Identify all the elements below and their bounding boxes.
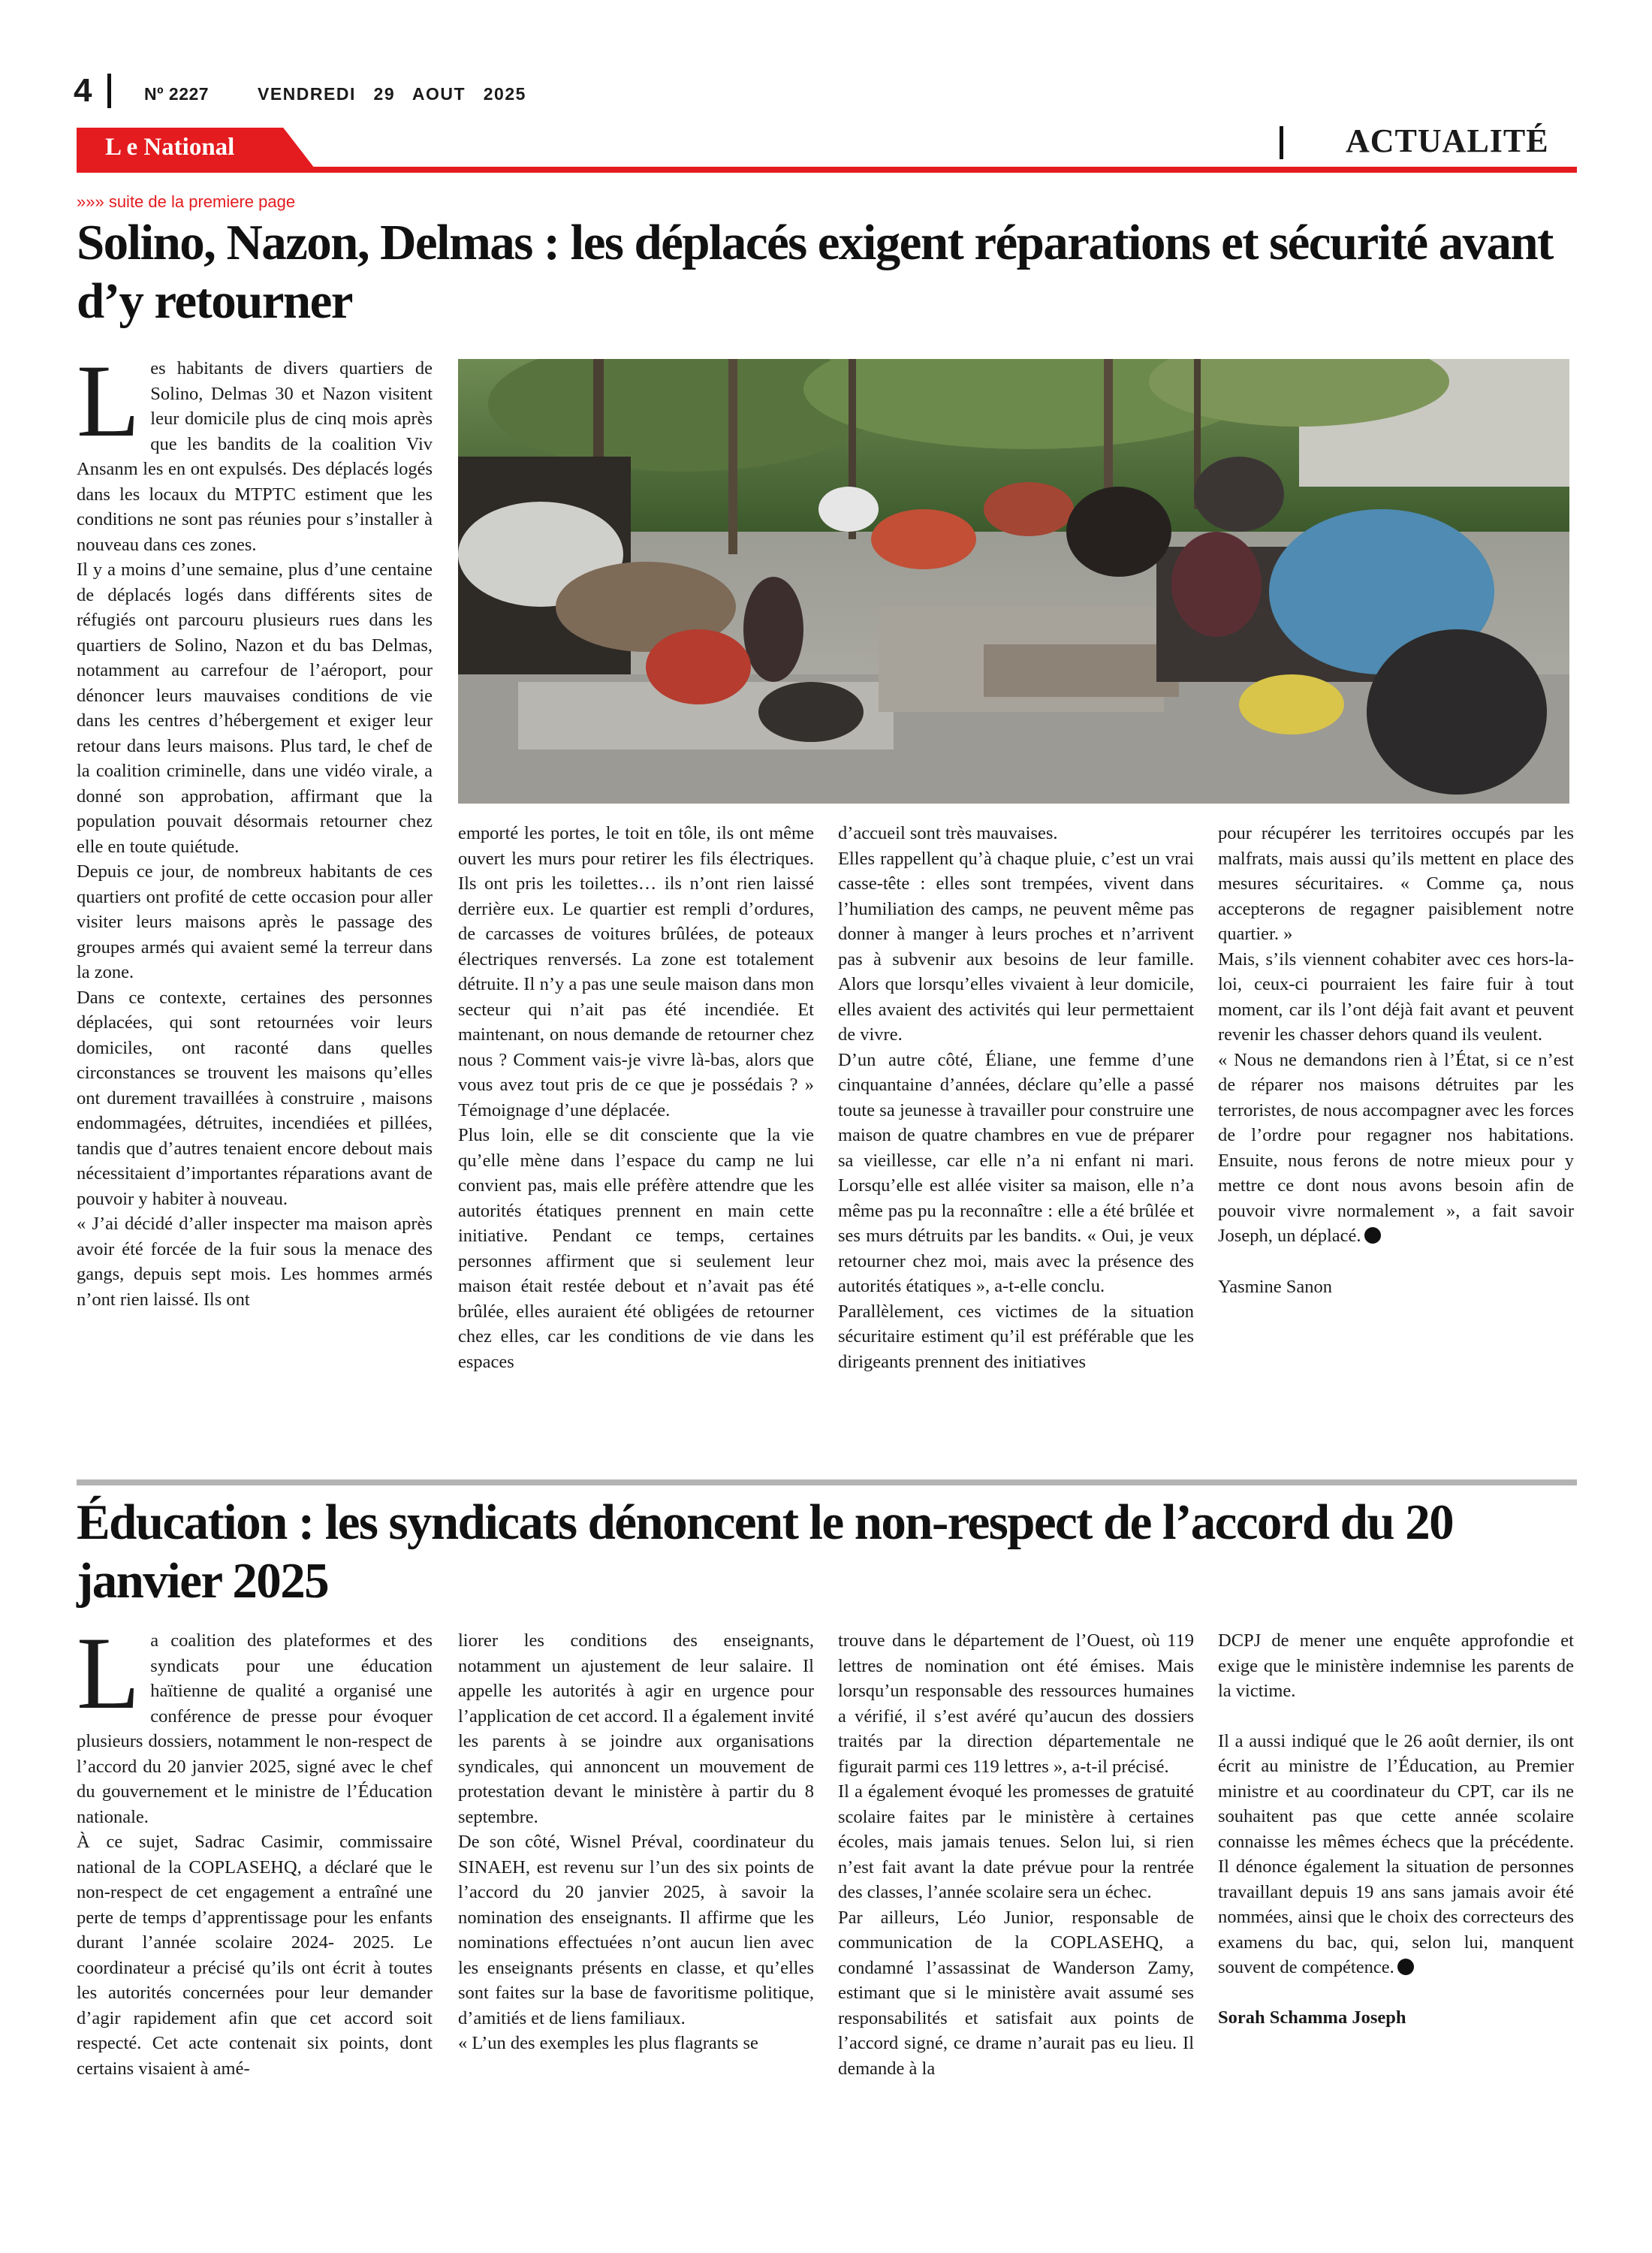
paragraph: Il y a moins d’une semaine, plus d’une centaine de déplacés logés dans différents sites de réfugiés ont parcouru plusieurs rues dans les quartiers de Solino, Nazon et du bas Delmas, notamment au carrefour de l’aéroport, pour dénoncer leurs mauvaises conditions de vie dans les centres d’hébergement et exiger leur retour dans leurs maisons. Plus tard, le chef de la coalition criminelle, dans une vidéo virale, a donné son approbation, affirmant que la population pouvait désormais retourner chez elle en toute quiétude. [77,559,433,857]
paragraph: De son côté, Wisnel Préval, coordinateur du SINAEH, est revenu sur l’un des six points de l’accord du 20 janvier 2025, à savoir la nomination des enseignants. Il affirme que les nominations effectuées n’ont aucun lien avec les enseignants présents en classe, et qu’elles sont faites sur la base de favoritisme politique, d’amitiés et de liens familiaux. [458,1832,814,2028]
drop-cap: L [77,1615,140,1730]
article-2-column-1 [77,1615,433,2081]
section-label: ACTUALITÉ [1346,122,1549,159]
article-2-column-4 [1218,1628,1574,2030]
article-divider [77,1479,1577,1485]
paragraph: DCPJ de mener une enquête approfondie et exige que le ministère indemnise les parents de la victime. [1218,1630,1574,1701]
article-2-headline: Éducation : les syndicats dénoncent le non-respect de l’accord du 20 janvier 2025 [77,1494,1453,1609]
paragraph: a coalition des plateformes et des syndicats pour une éducation haïtienne de qualité a organisé une conférence de presse pour évoquer plusieurs dossiers, notamment le non-respect de l’accord du 20 janvier 2025, signé avec le chef du gouvernement et le ministre de l’Éducation nationale. [77,1630,433,1827]
paragraph: d’accueil sont très mauvaises. [838,823,1058,843]
paragraph: « L’un des exemples les plus flagrants se [458,2033,758,2053]
paragraph: Depuis ce jour, de nombreux habitants de ces quartiers ont profité de cette occasion pour aller visiter leurs maisons après le passage des groupes armés qui avaient semé la terreur dans la zone. [77,861,433,982]
paragraph: pour récupérer les territoires occupés par les malfrats, mais aussi qu’ils mettent en place des mesures sécuritaires. « Comme ça, nous accepterons de regagner paisiblement notre quartier. » [1218,823,1574,944]
paragraph: Il a également évoqué les promesses de gratuité scolaire faites par le ministère à certaines écoles, mais jamais tenues. Selon lui, si rien n’est fait avant la date prévue pour la rentrée des classes, l’année scolaire sera un échec. [838,1781,1194,1902]
paragraph: Par ailleurs, Léo Junior, responsable de communication de la COPLASEHQ, a condamné l’assassinat de Wanderson Zamy, estimant que si le ministère avait assumé ses responsabilités et satisfait aux points de l’accord signé, ce drame n’aurait pas eu lieu. Il demande à la [838,1907,1194,2079]
paragraph: Plus loin, elle se dit consciente que la vie qu’elle mène dans l’espace du camp ne lui convient pas, mais elle préfère attendre que les autorités étatiques prennent en main cette initiative. Pendant ce temps, certaines personnes affirment que si seulement leur maison était restée debout et n’avait pas été brûlée, elles auraient été obligées de retourner chez elles, car les conditions de vie dans les espaces [458,1125,814,1372]
header-rule [77,167,1577,173]
paragraph: Dans ce contexte, certaines des personnes déplacées, qui sont retournées voir leurs domiciles, ont raconté dans quelles circonstances se trouvent les maisons qu’elles ont durement travaillées à construire , maisons endommagées, détruites, incendiées et pillées, tandis que d’autres tenaient encore debout mais nécessitaient d’importantes réparations avant de pouvoir y habiter à nouveau. [77,987,433,1209]
end-of-article-mark [1364,1227,1381,1244]
paragraph: À ce sujet, Sadrac Casimir, commissaire national de la COPLASEHQ, a déclaré que le non-respect de cet engagement a entraîné une perte de temps d’apprentissage pour les enfants durant l’année scolaire 2024- 2025. Le coordinateur a précisé qu’ils ont écrit à toutes les autorités concernées pour leur demander d’agir rapidement afin que cet accord soit respecté. Cet acte contenait six points, dont certains visaient à amé- [77,1832,433,2079]
article-1-photo [458,359,1569,804]
paragraph: Mais, s’ils viennent cohabiter avec ces hors-la-loi, ceux-ci pourraient les faire fuir à tout moment, car ils l’ont déjà fait avant et peuvent revenir les chasser dehors quand ils veulent. [1218,949,1574,1045]
paragraph [1218,1048,1574,1249]
header-divider [107,74,111,108]
end-of-article-mark [1397,1959,1414,1975]
paragraph: Parallèlement, ces victimes de la situation sécuritaire estiment qu’il est préférable que les dirigeants prennent des initiatives [838,1301,1194,1372]
author-name: Sorah Schamma Joseph [1218,2007,1406,2028]
article-2-column-3 [838,1628,1194,2081]
section-divider [1280,126,1283,159]
article-2-column-2 [458,1628,814,2056]
paragraph-text: « Nous ne demandons rien à l’État, si ce n’est de réparer nos maisons détruites par les terroristes, de nous accompagner avec les forces de l’ordre pour regagner nos habitations. Ensuite, nous ferons de notre mieux pour y mettre ce dont nous avons besoin afin de pouvoir vivre normalement », a fait savoir Joseph, un déplacé. [1218,1049,1574,1246]
article-1-column-4 [1218,821,1574,1299]
author-name: Yasmine Sanon [1218,1276,1333,1297]
article-1-headline: Solino, Nazon, Delmas : les déplacés exigent réparations et sécurité avant d’y retourner [77,215,1553,329]
paragraph: D’un autre côté, Éliane, une femme d’une cinquantaine d’années, déclare qu’elle a passé toute sa jeunesse à travailler pour construire une maison de quatre chambres en vue de préparer sa vieillesse, car elle n’a ni enfant ni mari. Lorsqu’elle est allée visiter sa maison, elle n’a même pas pu la reconnaître : elle a été brûlée et ses murs détruits par les bandits. « Oui, je veux retourner chez moi, mais avec la présence des autorités étatiques », a-t-elle conclu. [838,1049,1194,1296]
issue-date: VENDREDI 29 AOUT 2025 [258,84,526,104]
article-1-column-3 [838,821,1194,1374]
article-1-column-1 [77,343,433,1312]
paragraph: liorer les conditions des enseignants, notamment un ajustement de leur salaire. Il appelle les autorités à agir en urgence pour l’application de cet accord. Il a également invité les parents à se joindre aux organisations syndicales, qui annoncent un mouvement de protestation devant le ministère à partir du 8 septembre. [458,1630,814,1827]
paragraph: trouve dans le département de l’Ouest, où 119 lettres de nomination ont été émises. Mais lorsqu’un responsable des ressources humaines a vérifié, il s’est avéré qu’aucun des dossiers traités par la direction départementale ne figurait parmi ces 119 lettres », a-t-il précisé. [838,1630,1194,1777]
byline [1218,2005,1574,2031]
drop-cap: L [77,343,140,458]
paragraph: Elles rappellent qu’à chaque pluie, c’est un vrai casse-tête : elles sont trempées, vivent dans l’humiliation des camps, ne peuvent même pas donner à manger à leurs proches et n’arrivent pas à subvenir aux besoins de leur famille. Alors que lorsqu’elles vivaient à leur domicile, elles avaient des activités qui leur permettaient de vivre. [838,848,1194,1045]
article-1-column-2 [458,821,814,1374]
byline [1218,1274,1574,1300]
paragraph-text: Il a aussi indiqué que le 26 août dernier, ils ont écrit au ministre de l’Éducation, au Premier ministre et au coordinateur du CPT, car ils ne souhaitent pas que cette année scolaire connaisse les mêmes échecs que la précédente. Il dénonce également la situation de personnes travaillant depuis 19 ans sans jamais avoir été nommées, ainsi que le choix des correcteurs des examens du bac, qui, selon lui, manquent souvent de compétence. [1218,1730,1574,1977]
paragraph: es habitants de divers quartiers de Solino, Delmas 30 et Nazon visitent leur domicile plus de cinq mois après que les bandits de la coalition Viv Ansanm les en ont expulsés. Des déplacés logés dans les locaux du MTPTC estiment que les conditions ne sont pas réunies pour s’installer à nouveau dans ces zones. [77,358,433,555]
page-number: 4 [74,72,92,109]
paragraph: emporté les portes, le toit en tôle, ils ont même ouvert les murs pour retirer les fils électriques. Ils ont pris les toilettes… ils n’ont rien laissé derrière eux. Le quartier est rempli d’ordures, de carcasses de voitures brûlées, de poteaux électriques renversés. La zone est totalement détruite. Il n’y a pas une seule maison dans mon secteur qui n’ait pas été incendiée. Et maintenant, on nous demande de retourner chez nous ? Comment vais-je vivre là-bas, alors que vous avez tout pris de ce que je possédais ? » Témoignage d’une déplacée. [458,823,814,1120]
newspaper-name: L e National [105,134,235,161]
continued-kicker: »»» suite de la premiere page [77,192,296,211]
paragraph [1218,1729,1574,1980]
paragraph: « J’ai décidé d’aller inspecter ma maison après avoir été forcée de la fuir sous la menace des gangs, depuis sept mois. Les hommes armés n’ont rien laissé. Ils ont [77,1214,433,1310]
issue-number: Nº 2227 [144,84,210,104]
